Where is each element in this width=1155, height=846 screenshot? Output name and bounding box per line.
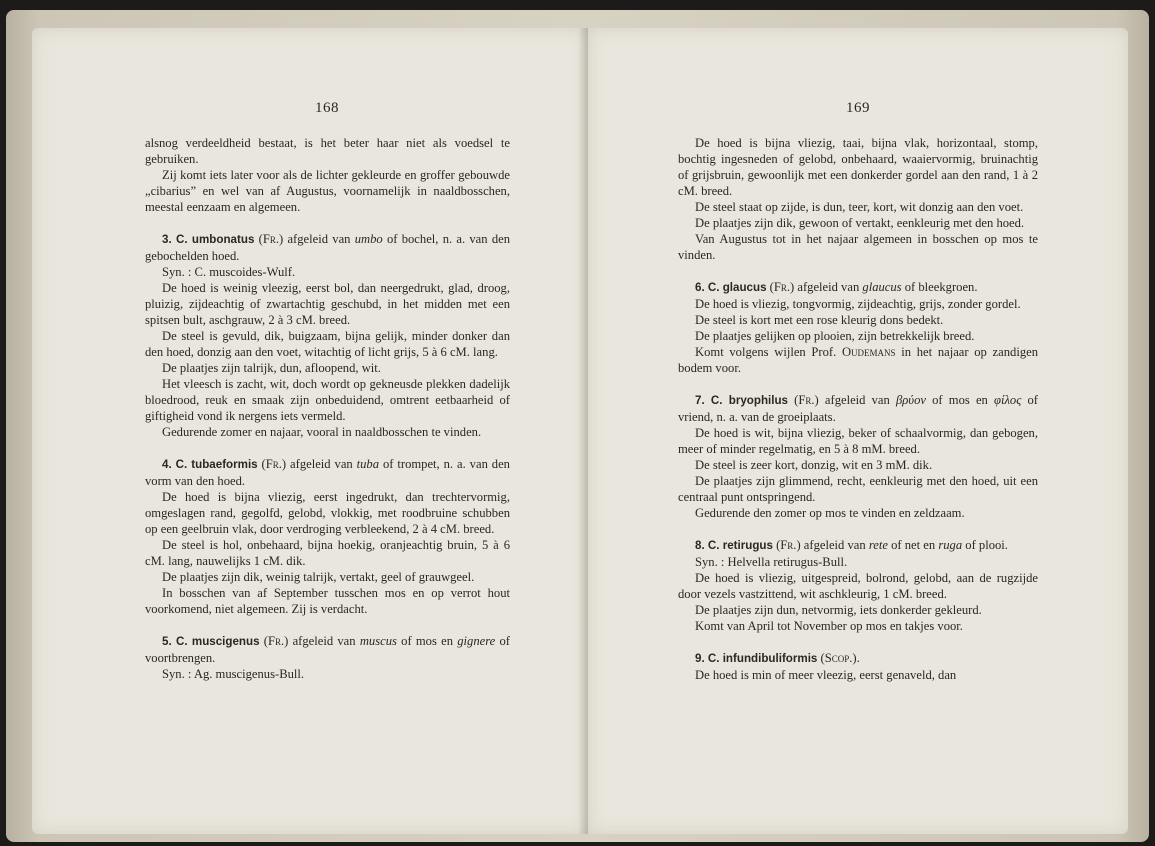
paragraph: Gedurende zomer en najaar, vooral in naaldbosschen te vinden. xyxy=(162,425,482,439)
paragraph: Van Augustus tot in het najaar algemeen in bosschen op mos te vinden. xyxy=(678,232,1038,262)
paragraph: De steel is gevuld, dik, buigzaam, bijna gelijk, minder donker dan den hoed, donzig aan den voet, witachtig of licht grijs, 5 à 6 cM. lang. xyxy=(145,329,510,359)
left-page xyxy=(32,28,588,834)
etymology-term: tuba xyxy=(356,457,380,471)
paragraph: Het vleesch is zacht, wit, doch wordt op gekneusde plekken dadelijk bloedrood, reuk en smaak zijn onbeduidend, omtrent eetbaarheid of giftigheid vond ik nergens iets vermeld. xyxy=(145,377,510,423)
paragraph: De plaatjes zijn dik, weinig talrijk, vertakt, geel of grauwgeel. xyxy=(162,570,475,584)
species-author: Fr. xyxy=(773,280,791,294)
species-author: Fr. xyxy=(265,457,282,471)
etymology-term: rete xyxy=(868,538,888,552)
species-author: Fr. xyxy=(262,232,280,246)
etymology-term: ruga xyxy=(938,538,963,552)
etymology-term: glaucus xyxy=(862,280,902,294)
species-heading: 4. C. tubaeformis (Fr.) afgeleid van tuba of trompet, n. a. van den vorm van den hoed. xyxy=(145,457,510,488)
person-name: Oudemans xyxy=(841,345,896,359)
paragraph: De hoed is wit, bijna vliezig, beker of schaalvormig, dan gebogen, meer of minder regelmatig, en 5 à 8 mM. breed. xyxy=(678,426,1038,456)
right-page xyxy=(588,28,1128,834)
paragraph: De hoed is vliezig, uitgespreid, bolrond, gelobd, aan de rugzijde door vezels vastzittend, wit aschkleurig, 1 cM. breed. xyxy=(678,571,1038,601)
species-name: 6. C. glaucus xyxy=(695,281,767,294)
species-author: Fr. xyxy=(780,538,797,552)
species-author: Fr. xyxy=(267,634,285,648)
paragraph: De hoed is bijna vliezig, taai, bijna vlak, horizontaal, stomp, bochtig ingesneden of gelobd, onbehaard, waaiervormig, bruinachtig of grijsbruin, gewoonlijk met een donkerder gordel aan den rand, 1 à 2 cM. breed. xyxy=(678,136,1038,198)
species-name: 7. C. bryophilus xyxy=(695,394,789,407)
species-author: Fr. xyxy=(798,393,815,407)
species-name: 4. C. tubaeformis xyxy=(162,458,258,471)
species-heading: 9. C. infundibuliformis (Scop.). xyxy=(695,651,860,665)
paragraph: De steel is zeer kort, donzig, wit en 3 mM. dik. xyxy=(695,458,933,472)
paragraph: De hoed is bijna vliezig, eerst ingedrukt, dan trechtervormig, omgeslagen rand, gegolfd, gelobd, vlokkig, met roodbruine schubben op een geelbruin vlak, door verdroging verbleekend, 2 à 4 cM. breed. xyxy=(145,490,510,536)
paragraph: Komt volgens wijlen Prof. Oudemans in het najaar op zandigen bodem voor. xyxy=(678,345,1039,375)
paragraph: Komt van April tot November op mos en takjes voor. xyxy=(695,619,963,633)
paragraph: Syn. : Ag. muscigenus-Bull. xyxy=(162,667,305,681)
species-name: 5. C. muscigenus xyxy=(162,635,260,648)
species-heading: 7. C. bryophilus (Fr.) afgeleid van βρύον of mos en φίλος of vriend, n. a. van de groeiplaats. xyxy=(678,393,1039,424)
page-text xyxy=(145,135,510,682)
etymology-term: muscus xyxy=(359,634,397,648)
etymology-term: gignere xyxy=(457,634,496,648)
etymology-term: φίλος xyxy=(994,393,1022,407)
paragraph: De hoed is weinig vleezig, eerst bol, dan neergedrukt, glad, droog, pluizig, zijdeachtig of zwartachtig geschubd, in het midden met een spitsen bult, aschgrauw, 2 à 3 cM. breed. xyxy=(145,281,510,327)
paragraph: De plaatjes zijn talrijk, dun, afloopend, wit. xyxy=(162,361,381,375)
species-heading: 8. C. retirugus (Fr.) afgeleid van rete of net en ruga of plooi. xyxy=(695,538,1008,552)
species-heading: 3. C. umbonatus (Fr.) afgeleid van umbo of bochel, n. a. van den gebochelden hoed. xyxy=(145,232,511,263)
paragraph: Syn. : C. muscoides-Wulf. xyxy=(162,265,296,279)
paragraph: Zij komt iets later voor als de lichter gekleurde en groffer gebouwde „cibarius” en wel van af Augustus, voornamelijk in naaldbosschen, meestal eenzaam en algemeen. xyxy=(145,168,510,214)
species-name: 3. C. umbonatus xyxy=(162,233,255,246)
paragraph: De steel is kort met een rose kleurig dons bedekt. xyxy=(695,313,944,327)
etymology-term: umbo xyxy=(354,232,383,246)
book-spread xyxy=(6,10,1149,842)
paragraph: De hoed is min of meer vleezig, eerst genaveld, dan xyxy=(695,668,957,682)
paragraph: De hoed is vliezig, tongvormig, zijdeachtig, grijs, zonder gordel. xyxy=(695,297,1021,311)
paragraph: De steel is hol, onbehaard, bijna hoekig, oranjeachtig bruin, 5 à 6 cM. lang, nauwelijks 1 cM. dik. xyxy=(145,538,510,568)
species-name: 8. C. retirugus xyxy=(695,539,773,552)
paragraph: Gedurende den zomer op mos te vinden en zeldzaam. xyxy=(695,506,965,520)
paragraph: alsnog verdeeldheid bestaat, is het beter haar niet als voedsel te gebruiken. xyxy=(145,136,510,166)
paragraph: De steel staat op zijde, is dun, teer, kort, wit donzig aan den voet. xyxy=(695,200,1024,214)
paragraph: In bosschen van af September tusschen mos en op verrot hout voorkomend, niet algemeen. Zij is verdacht. xyxy=(145,586,510,616)
page-number: 169 xyxy=(846,100,870,116)
paragraph: De plaatjes gelijken op plooien, zijn betrekkelijk breed. xyxy=(695,329,975,343)
paragraph: De plaatjes zijn dik, gewoon of vertakt, eenkleurig met den hoed. xyxy=(695,216,1025,230)
page-text xyxy=(678,135,1038,683)
etymology-term: βρύον xyxy=(895,393,926,407)
species-heading: 5. C. muscigenus (Fr.) afgeleid van muscus of mos en gignere of voortbrengen. xyxy=(145,634,510,665)
species-author: Scop. xyxy=(824,651,853,665)
paragraph: Syn. : Helvella retirugus-Bull. xyxy=(695,555,848,569)
species-name: 9. C. infundibuliformis xyxy=(695,652,818,665)
page-number: 168 xyxy=(315,100,339,116)
paragraph: De plaatjes zijn dun, netvormig, iets donkerder gekleurd. xyxy=(695,603,982,617)
species-heading: 6. C. glaucus (Fr.) afgeleid van glaucus of bleekgroen. xyxy=(695,280,978,294)
paragraph: De plaatjes zijn glimmend, recht, eenkleurig met den hoed, uit een centraal punt ontspringend. xyxy=(678,474,1038,504)
